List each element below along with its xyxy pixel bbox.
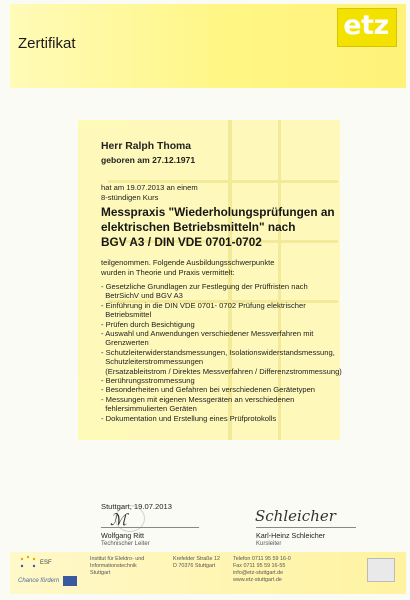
footer-fax: Fax 0711 95 59 16-55: [233, 563, 286, 569]
topic-item: - Dokumentation und Erstellung eines Prüfprotokolls: [101, 413, 277, 423]
topics-list: [101, 282, 342, 423]
course-title-line: Messpraxis "Wiederholungsprüfungen an: [101, 205, 335, 219]
topic-item: - Auswahl und Anwendungen verschiedener Messverfahren mit: [101, 329, 314, 339]
topic-item: - Berührungsstrommessung: [101, 376, 195, 386]
topic-item: - Einführung in die DIN VDE 0701- 0702 Prüfung elektrischer: [101, 300, 306, 310]
signatory-left-role: Technischer Leiter: [101, 541, 150, 547]
topic-item: - Prüfen durch Besichtigung: [101, 319, 195, 329]
footer-address: D 70376 Stuttgart: [173, 563, 216, 569]
footer-website: www.etz-stuttgart.de: [233, 577, 282, 583]
footer-address: Krefelder Straße 12: [173, 556, 221, 562]
eu-flag-icon: [63, 576, 77, 586]
topic-item: Betriebsmittel: [101, 310, 152, 320]
footer-org: Informationstechnik: [90, 563, 137, 569]
topic-item: Grenzwerten: [101, 338, 149, 348]
topic-item: Schutzleiterstrommessungen: [101, 357, 204, 367]
place-date: Stuttgart, 19.07.2013: [101, 502, 172, 511]
intro-text: wurden in Theorie und Praxis vermittelt:: [101, 268, 235, 277]
esf-label: ESF: [40, 560, 52, 566]
recipient-name: Herr Ralph Thoma: [101, 141, 192, 152]
footer-phone: Telefon 0711 95 59 16-0: [233, 556, 291, 562]
signatory-right-role: Kursleiter: [256, 541, 282, 547]
chance-label: Chance fördern: [18, 578, 60, 584]
footer-org: Institut für Elektro- und: [90, 556, 145, 562]
recipient-birthdate: geboren am 27.12.1971: [101, 155, 196, 165]
signature-left-script: ℳ: [110, 510, 128, 529]
etz-logo-text: etz: [343, 10, 389, 41]
topic-item: (Ersatzableitstrom / Direktes Messverfahren / Differenzstrommessung): [101, 366, 342, 376]
topic-item: - Besonderheiten und Gefahren bei verschiedenen Gerätetypen: [101, 385, 316, 395]
intro-text: teilgenommen. Folgende Ausbildungsschwerpunkte: [101, 258, 275, 267]
course-date-text: hat am 19.07.2013 an einem: [101, 183, 198, 192]
signature-right-script: Schleicher: [255, 507, 336, 525]
topic-item: - Messungen mit eigenen Messgeräten an verschiedenen: [101, 394, 295, 404]
signatory-right-name: Karl-Heinz Schleicher: [256, 531, 326, 540]
certificate-title: Zertifikat: [18, 35, 76, 52]
signature-line-right: [256, 527, 356, 528]
signatory-left-name: Wolfgang Ritt: [101, 531, 145, 540]
topic-item: - Schutzleiterwiderstandsmessungen, Isolationswiderstandsmessung,: [101, 347, 335, 357]
topic-item: BetrSichV und BGV A3: [101, 291, 183, 301]
course-duration-text: 8-stündigen Kurs: [101, 193, 159, 202]
certification-seal-icon: [367, 558, 395, 582]
footer-org: Stuttgart: [90, 570, 111, 576]
esf-stars-icon: [18, 555, 38, 571]
topic-item: - Gesetzliche Grundlagen zur Festlegung der Prüffristen nach: [101, 282, 308, 291]
footer-email: info@etz-stuttgart.de: [233, 570, 284, 576]
signature-line-left: [101, 527, 199, 528]
topic-item: fehlersimmulierten Geräten: [101, 404, 197, 414]
course-title-line: elektrischen Betriebsmitteln" nach: [101, 220, 296, 234]
course-title-line: BGV A3 / DIN VDE 0701-0702: [101, 235, 262, 249]
